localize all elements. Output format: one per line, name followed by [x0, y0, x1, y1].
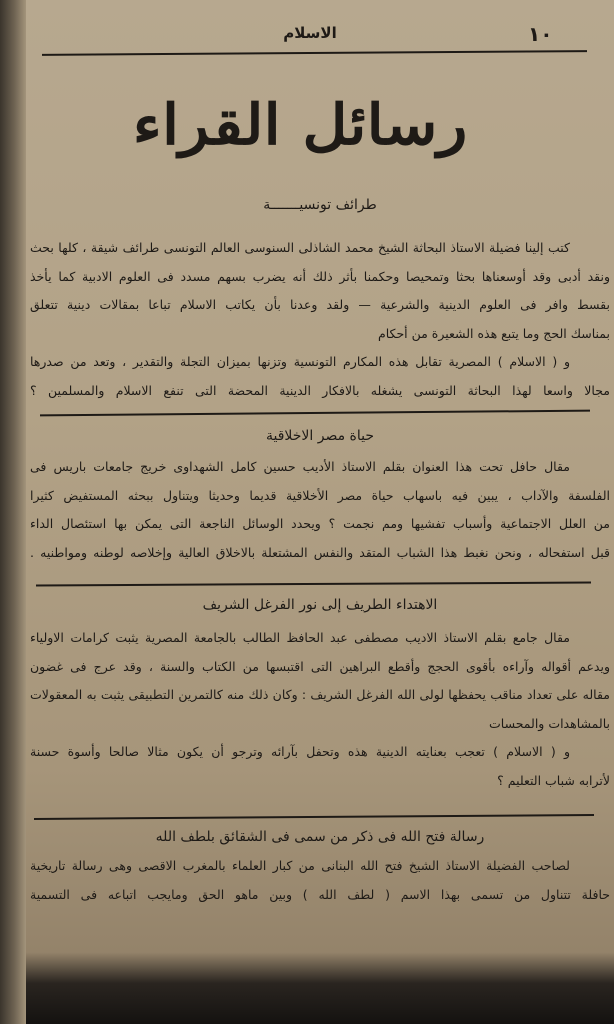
text-line: ويدعم أقواله وآراءه بأقوى الحجج وأقطع البراهين التى اقتبسها من الكتاب والسنة ، وقد عرج فى غضون [30, 658, 610, 674]
text-line: الفلسفة والآداب ، يبين فيه باسهاب حياة مصر الأخلاقية قديما وحديثا ويتناول ببحثه المستفيض كثيرا [30, 487, 610, 503]
text-line: مقال حافل تحت هذا العنوان بقلم الاستاذ الأديب حسين كامل الشهداوى خريج جامعات باريس فى [30, 459, 570, 474]
text-line: كتب إلينا فضيلة الاستاذ البحاثة الشيخ محمد الشاذلى السنوسى العالم التونسى طرائف شيقة ، كلها بحث [30, 240, 570, 255]
section-divider [34, 814, 594, 820]
book-spine-shadow [0, 0, 26, 1024]
section-divider [40, 410, 590, 417]
text-line: مقاله على تعداد مناقب يحفظها لولى الله الفرغل الشريف : وكان ذلك منه كالتمرين التطبيقى يثبت به المعقولات [30, 687, 610, 702]
text-line: قبل استفحاله ، ونحن نغبط هذا الشباب المتقد والنفس المشتعلة بالاخلاق العالية وإخلاصه لوطنه ومواطنيه . [30, 544, 610, 560]
section-al-farghal [30, 592, 610, 795]
text-line: و ( الاسلام ) تعجب بعنايته الدينية هذه وتحفل بآرائه وترجو أن يكون مثالا صالحا وأسوة حسنة [30, 744, 570, 759]
text-line: و ( الاسلام ) المصرية تقابل هذه المكارم التونسية وتزنها بميزان التجلة والتقدير ، وتعد من صدرها [30, 354, 570, 369]
section-heading: حياة مصر الاخلاقية [265, 428, 375, 444]
text-line: لأترابه شباب التعليم ؟ [497, 772, 610, 788]
text-line: بقسط وافر فى العلوم الدينية والشرعية — ولقد وعدنا بأن يكاتب الاسلام تباعا بمقالات دينية تتعلق [30, 297, 610, 312]
text-line: بمناسك الحج وما يتبع هذه الشعيرة من أحكام [378, 325, 610, 341]
text-line: حافلة تتناول من تسمى بهذا الاسم ( لطف الله ) وبين ماهو الحق ومايجب اتباعه فى التسمية [30, 886, 610, 902]
running-header: الاسلام [283, 24, 337, 42]
text-line: لصاحب الفضيلة الاستاذ الشيخ فتح الله البنانى من كبار العلماء بالمغرب الاقصى وهى رسالة تاريخية [30, 858, 570, 873]
section-heading: الاهتداء الطريف إلى نور الفرغل الشريف [202, 597, 438, 613]
section-tunisian-curiosities [30, 192, 610, 405]
section-divider [36, 582, 591, 587]
section-heading: طرائف تونسيـــــــة [263, 197, 377, 213]
section-heading: رسالة فتح الله فى ذكر من سمى فى الشقائق بلطف الله [155, 829, 485, 845]
text-line: من العلل الاجتماعية وأسباب تفشيها ومم نجمت ؟ ويحدد الوسائل الناجعة التى يمكن بها استئصال الداء [30, 516, 610, 531]
page-number: ١٠ [528, 22, 553, 46]
calligraphy-title [110, 70, 490, 180]
calligraphy-title-text: رسائل القراء [132, 91, 468, 158]
section-fath-allah-treatise [30, 826, 610, 909]
section-egypt-moral-life [30, 423, 610, 567]
text-line: مجالا واسعا لهذا البحاثة التونسى يشغله بالافكار الدينية المحضة التى تنفع الاسلام والمسلمين ؟ [30, 382, 610, 398]
header-rule [42, 50, 587, 56]
text-line: ونقد أدبى وقد أوسعناها بحثا وتمحيصا وحكمنا بأثر ذلك أنه يضرب بسهم مسدد فى العلوم الادبية كما يأخذ [30, 268, 610, 284]
text-line: بالمشاهدات والمحسات [489, 715, 610, 731]
text-line: مقال جامع بقلم الاستاذ الاديب مصطفى عبد الحافظ الطالب بالجامعة المصرية يثبت كرامات الاولياء [30, 630, 570, 645]
